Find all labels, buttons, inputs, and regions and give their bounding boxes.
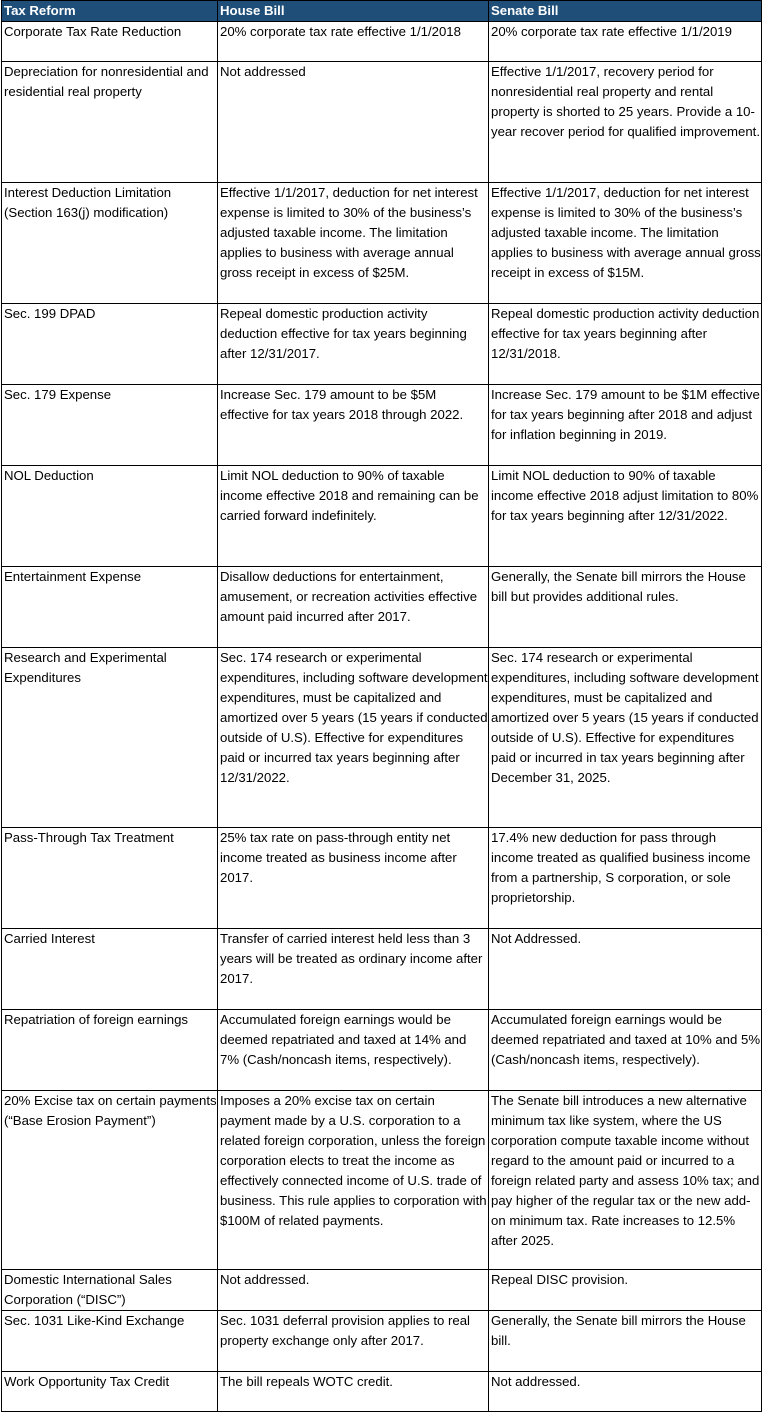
table-row [2,62,762,183]
senate-cell: Effective 1/1/2017, deduction for net interest expense is limited to 30% of the business’s adjusted taxable income. The limitation applies to business with average annual gross receipt in excess of $15M. [489,183,762,304]
house-cell: The bill repeals WOTC credit. [218,1372,489,1412]
senate-cell: Repeal domestic production activity deduction effective for tax years beginning after 12/31/2018. [489,304,762,385]
senate-cell: Not addressed. [489,1372,762,1412]
topic-cell: Domestic International Sales Corporation (“DISC”) [2,1270,218,1311]
header-house-bill: House Bill [218,1,489,22]
house-cell: Not addressed [218,62,489,183]
table-row [2,183,762,304]
house-cell: Limit NOL deduction to 90% of taxable income effective 2018 and remaining can be carried forward indefinitely. [218,466,489,567]
senate-cell: Generally, the Senate bill mirrors the House bill. [489,1311,762,1372]
house-cell: Imposes a 20% excise tax on certain payment made by a U.S. corporation to a related foreign corporation, unless the foreign corporation elects to treat the income as effectively connected income of U.S. trade of business. This rule applies to corporation with $100M of related payments. [218,1091,489,1270]
senate-cell: Sec. 174 research or experimental expenditures, including software development expenditures, must be capitalized and amortized over 5 years (15 years if conducted outside of U.S). Effective for expenditures paid or incurred in tax years beginning after December 31, 2025. [489,648,762,828]
senate-cell: Repeal DISC provision. [489,1270,762,1311]
table-row [2,1270,762,1311]
house-cell: Repeal domestic production activity deduction effective for tax years beginning after 12/31/2017. [218,304,489,385]
senate-cell: Generally, the Senate bill mirrors the House bill but provides additional rules. [489,567,762,648]
topic-cell: Repatriation of foreign earnings [2,1010,218,1091]
topic-cell: Corporate Tax Rate Reduction [2,22,218,62]
topic-cell: Sec. 199 DPAD [2,304,218,385]
senate-cell: Effective 1/1/2017, recovery period for nonresidential real property and rental property is shorted to 25 years. Provide a 10-year recover period for qualified improvement. [489,62,762,183]
house-cell: Effective 1/1/2017, deduction for net interest expense is limited to 30% of the business’s adjusted taxable income. The limitation applies to business with average annual gross receipt in excess of $25M. [218,183,489,304]
table-row [2,22,762,62]
senate-cell: The Senate bill introduces a new alternative minimum tax like system, where the US corporation compute taxable income without regard to the amount paid or incurred to a foreign related party and assess 10% tax; and pay higher of the regular tax or the new add-on minimum tax. Rate increases to 12.5% after 2025. [489,1091,762,1270]
table-row [2,1372,762,1412]
senate-cell: Limit NOL deduction to 90% of taxable income effective 2018 adjust limitation to 80% for tax years beginning after 12/31/2022. [489,466,762,567]
house-cell: Transfer of carried interest held less than 3 years will be treated as ordinary income after 2017. [218,929,489,1010]
tax-reform-comparison-table [1,0,762,1412]
senate-cell: Not Addressed. [489,929,762,1010]
table-row [2,648,762,828]
header-tax-reform: Tax Reform [2,1,218,22]
table-row [2,1010,762,1091]
senate-cell: Accumulated foreign earnings would be deemed repatriated and taxed at 10% and 5% (Cash/noncash items, respectively). [489,1010,762,1091]
house-cell: Sec. 1031 deferral provision applies to real property exchange only after 2017. [218,1311,489,1372]
house-cell: 20% corporate tax rate effective 1/1/2018 [218,22,489,62]
topic-cell: Carried Interest [2,929,218,1010]
topic-cell: 20% Excise tax on certain payments (“Base Erosion Payment”) [2,1091,218,1270]
senate-cell: 20% corporate tax rate effective 1/1/2019 [489,22,762,62]
topic-cell: Research and Experimental Expenditures [2,648,218,828]
table-row [2,828,762,929]
topic-cell: Work Opportunity Tax Credit [2,1372,218,1412]
table-row [2,1091,762,1270]
house-cell: Not addressed. [218,1270,489,1311]
table-row [2,466,762,567]
header-senate-bill: Senate Bill [489,1,762,22]
house-cell: Increase Sec. 179 amount to be $5M effective for tax years 2018 through 2022. [218,385,489,466]
house-cell: Accumulated foreign earnings would be deemed repatriated and taxed at 14% and 7% (Cash/noncash items, respectively). [218,1010,489,1091]
table-row [2,567,762,648]
house-cell: Sec. 174 research or experimental expenditures, including software development expenditures, must be capitalized and amortized over 5 years (15 years if conducted outside of U.S). Effective for expenditures paid or incurred tax years beginning after 12/31/2022. [218,648,489,828]
topic-cell: Pass-Through Tax Treatment [2,828,218,929]
topic-cell: Interest Deduction Limitation (Section 163(j) modification) [2,183,218,304]
table-row [2,385,762,466]
topic-cell: Sec. 1031 Like-Kind Exchange [2,1311,218,1372]
topic-cell: Entertainment Expense [2,567,218,648]
topic-cell: Depreciation for nonresidential and residential real property [2,62,218,183]
topic-cell: NOL Deduction [2,466,218,567]
senate-cell: Increase Sec. 179 amount to be $1M effective for tax years beginning after 2018 and adjust for inflation beginning in 2019. [489,385,762,466]
house-cell: Disallow deductions for entertainment, amusement, or recreation activities effective amount paid incurred after 2017. [218,567,489,648]
topic-cell: Sec. 179 Expense [2,385,218,466]
table-row [2,304,762,385]
senate-cell: 17.4% new deduction for pass through income treated as qualified business income from a partnership, S corporation, or sole proprietorship. [489,828,762,929]
table-row [2,1311,762,1372]
header-row [2,1,762,22]
house-cell: 25% tax rate on pass-through entity net income treated as business income after 2017. [218,828,489,929]
table-row [2,929,762,1010]
